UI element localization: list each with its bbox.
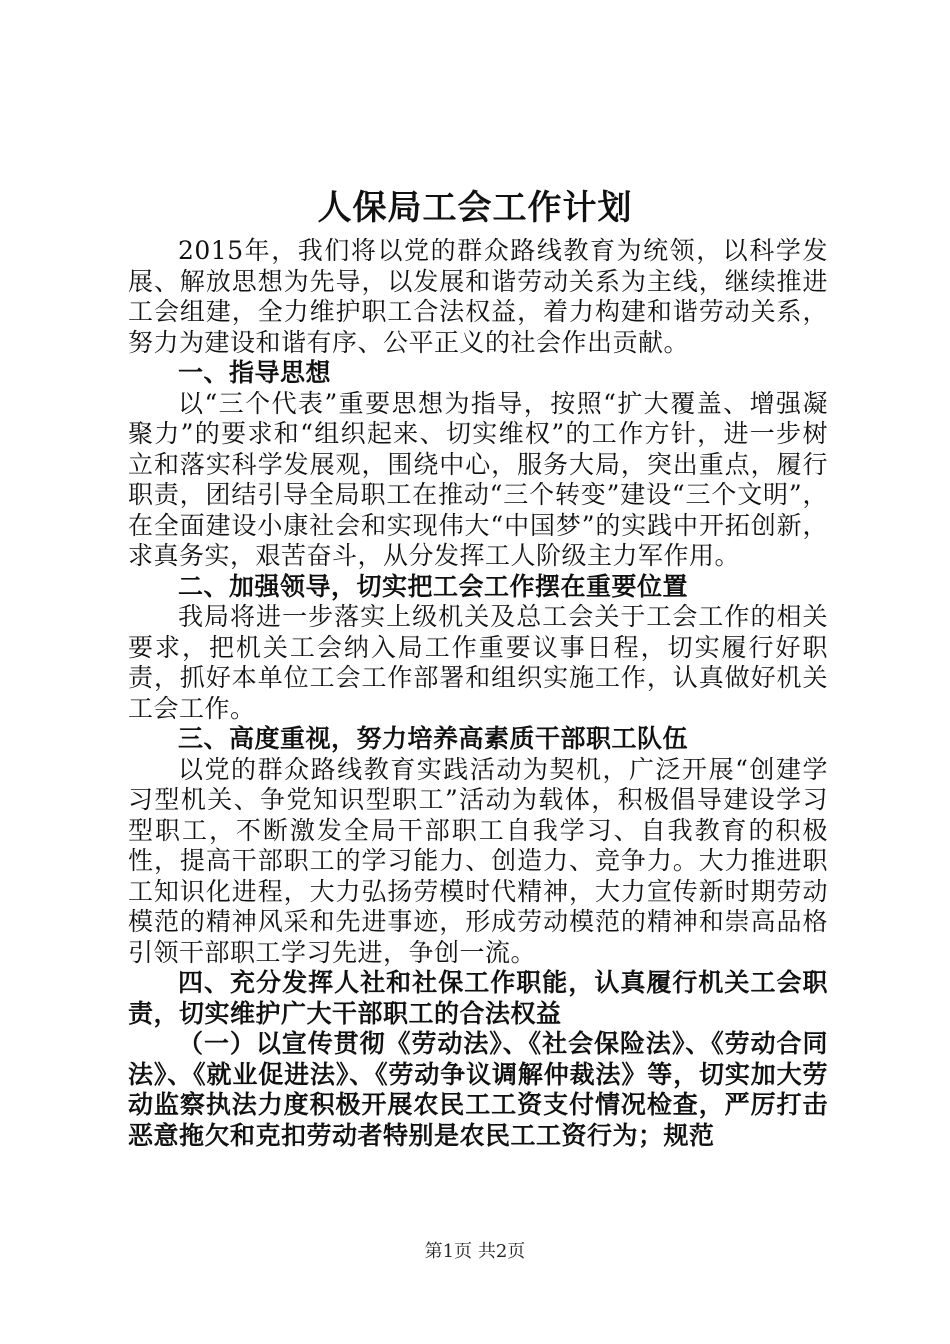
body-paragraph: 2015年，我们将以党的群众路线教育为统领，以科学发展、解放思想为先导，以发展和谐劳动关系为主线，继续推进工会组建，全力维护职工合法权益，着力构建和谐劳动关系，努力为建设和谐有序、公平正义的社会作出贡献。: [128, 236, 828, 357]
section-heading: 二、加强领导，切实把工会工作摆在重要位置: [178, 571, 689, 601]
subsection-paragraph: （一）以宣传贯彻《劳动法》、《社会保险法》、《劳动合同法》、《就业促进法》、《劳动争议调解仲裁法》等，切实加大劳动监察执法力度积极开展农民工工资支付情况检查，严厉打击恶意拖欠和克扣劳动者特别是农民工工资行为；规范: [128, 1029, 828, 1150]
document-title: 人保局工会工作计划: [317, 188, 633, 228]
document-body: [128, 236, 828, 1151]
body-paragraph: 我局将进一步落实上级机关及总工会关于工会工作的相关要求，把机关工会纳入局工作重要议事日程，切实履行好职责，抓好本单位工会工作部署和组织实施工作，认真做好机关工会工作。: [128, 602, 828, 723]
section-heading: 四、充分发挥人社和社保工作职能，认真履行机关工会职责，切实维护广大干部职工的合法权益: [128, 968, 828, 1028]
section-heading: 一、指导思想: [178, 358, 332, 387]
section-heading: 三、高度重视，努力培养高素质干部职工队伍: [178, 724, 689, 753]
page-footer: 第1页 共2页: [424, 1241, 526, 1262]
body-paragraph: 以“三个代表”重要思想为指导，按照“扩大覆盖、增强凝聚力”的要求和“组织起来、切实维权”的工作方针，进一步树立和落实科学发展观，围绕中心，服务大局，突出重点，履行职责，团结引导全局职工在推动“三个转变”建设“三个文明”，在全面建设小康社会和实现伟大“中国梦”的实践中开拓创新，求真务实，艰苦奋斗，从分发挥工人阶级主力军作用。: [128, 388, 828, 570]
body-paragraph: 以党的群众路线教育实践活动为契机，广泛开展“创建学习型机关、争党知识型职工”活动为载体，积极倡导建设学习型职工，不断激发全局干部职工自我学习、自我教育的积极性，提高干部职工的学习能力、创造力、竞争力。大力推进职工知识化进程，大力弘扬劳模时代精神，大力宣传新时期劳动模范的精神风采和先进事迹，形成劳动模范的精神和崇高品格引领干部职工学习先进，争创一流。: [128, 754, 828, 967]
